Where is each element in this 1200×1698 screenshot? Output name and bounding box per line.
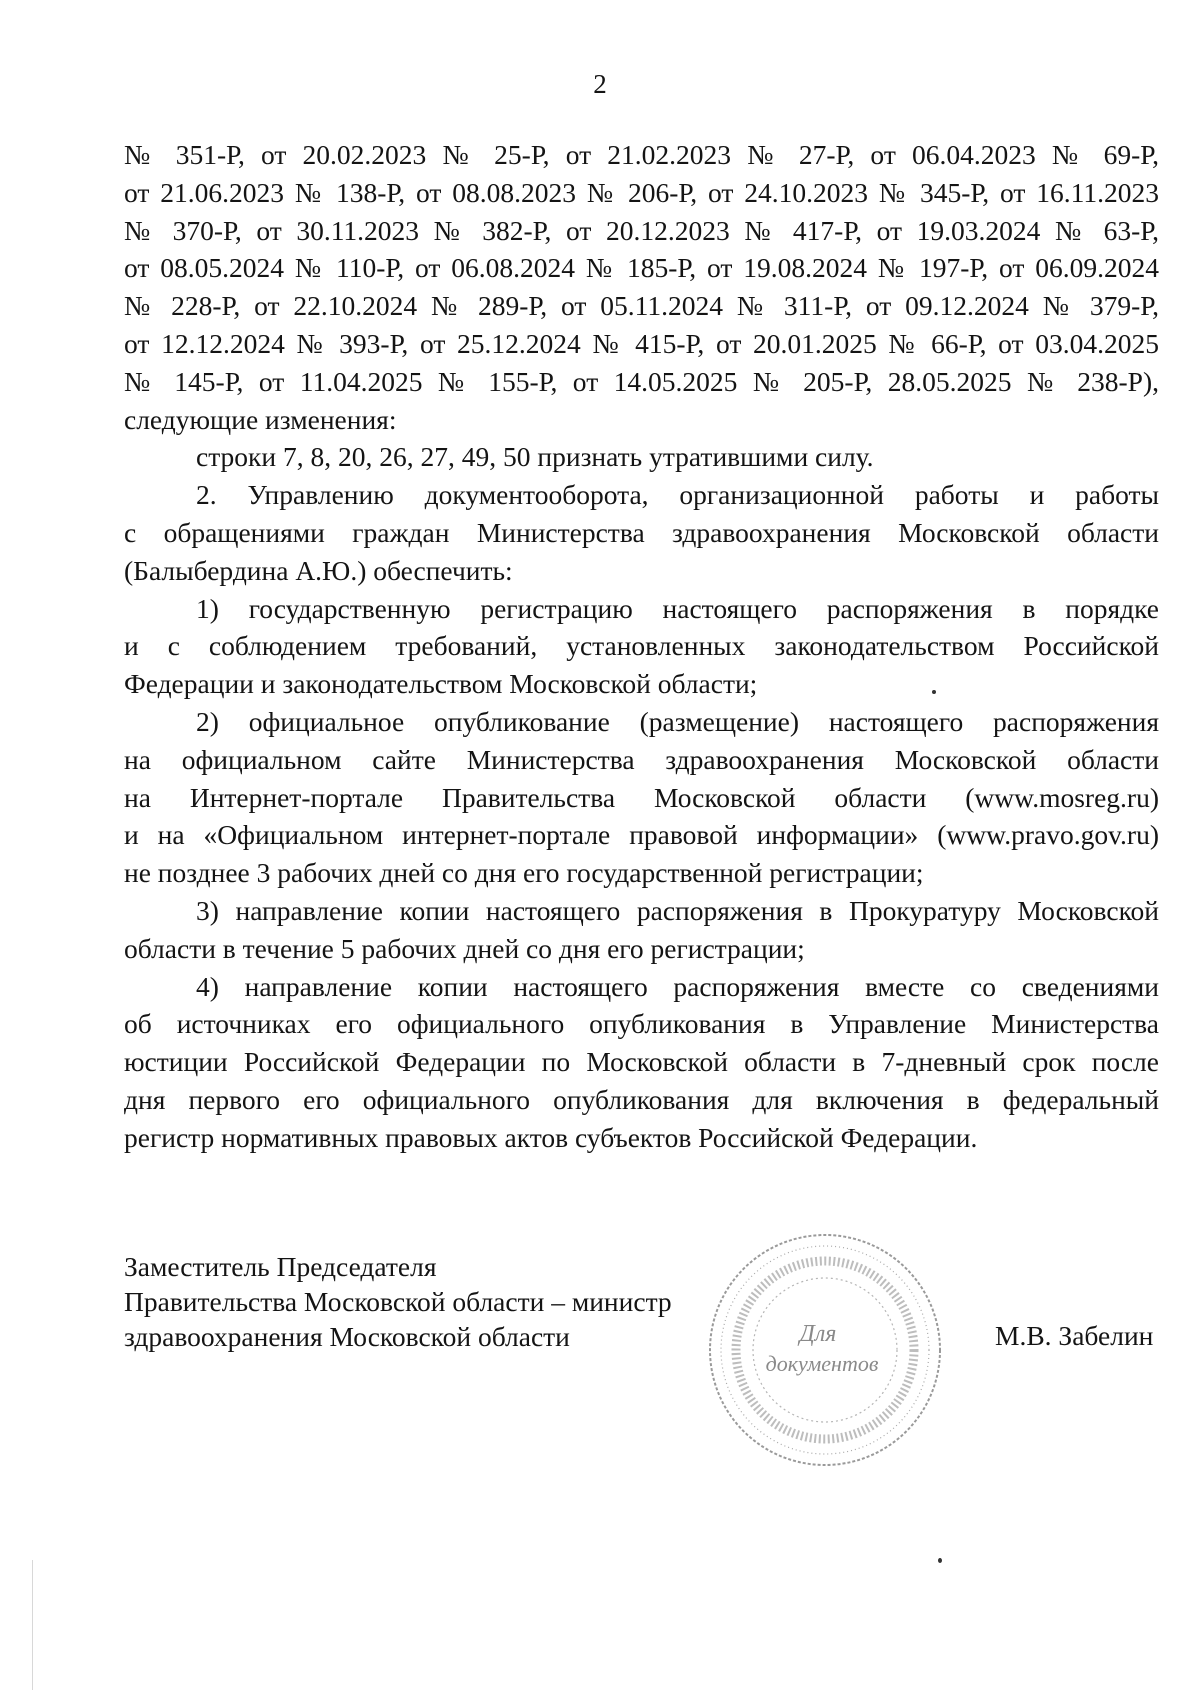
body-line: и с соблюдением требований, установленных законодательством Российской: [124, 630, 1159, 662]
body-line: от 12.12.2024 № 393-Р, от 25.12.2024 № 415-Р, от 20.01.2025 № 66-Р, от 03.04.2025: [124, 327, 1159, 359]
seal-lettering-band: [736, 1261, 914, 1439]
body-line: дня первого его официального опубликования для включения в федеральный: [124, 1083, 1159, 1115]
body-line: № 228-Р, от 22.10.2024 № 289-Р, от 05.11.2024 № 311-Р, от 09.12.2024 № 379-Р,: [124, 290, 1159, 322]
body-line: от 08.05.2024 № 110-Р, от 06.08.2024 № 185-Р, от 19.08.2024 № 197-Р, от 06.09.2024: [124, 252, 1159, 284]
signatory-title-line: Заместитель Председателя: [124, 1251, 437, 1282]
body-line: с обращениями граждан Министерства здравоохранения Московской области: [124, 516, 1159, 548]
body-line: на Интернет-портале Правительства Московской области (www.mosreg.ru): [124, 781, 1159, 813]
paragraph-1-line: строки 7, 8, 20, 26, 27, 49, 50 признать утратившими силу.: [196, 441, 874, 473]
document-body: [124, 136, 1159, 1157]
seal-middle-ring: [721, 1246, 929, 1454]
body-line: об источниках его официального опубликования в Управление Министерства: [124, 1008, 1159, 1040]
signatory-title: [124, 1249, 672, 1354]
official-seal: [700, 1225, 950, 1475]
body-line: области в течение 5 рабочих дней со дня его регистрации;: [124, 932, 805, 964]
body-line: юстиции Российской Федерации по Московской области в 7-дневный срок после: [124, 1046, 1159, 1078]
body-line: и на «Официальном интернет-портале правовой информации» (www.pravo.gov.ru): [124, 819, 1159, 851]
seal-center-text-2: документов: [765, 1351, 879, 1376]
subitem-3: 3) направление копии настоящего распоряжения в Прокуратуру Московской: [196, 894, 1159, 926]
scan-speck: [932, 690, 936, 694]
seal-inner-ring: [753, 1278, 897, 1422]
subitem-2: 2) официальное опубликование (размещение) настоящего распоряжения: [196, 705, 1159, 737]
paragraph-2-heading: 2. Управлению документооборота, организационной работы и работы: [196, 479, 1159, 511]
subitem-4: 4) направление копии настоящего распоряжения вместе со сведениями: [196, 970, 1159, 1002]
signatory-title-line: Правительства Московской области – министр: [124, 1286, 672, 1317]
body-line: регистр нормативных правовых актов субъектов Российской Федерации.: [124, 1121, 978, 1153]
scan-speck: [938, 1558, 942, 1563]
page-number: 2: [593, 69, 607, 99]
signatory-name: М.В. Забелин: [995, 1320, 1154, 1351]
scan-edge-artifact: [32, 1560, 33, 1690]
signatory-title-line: здравоохранения Московской области: [124, 1321, 570, 1352]
body-line: (Балыбердина А.Ю.) обеспечить:: [124, 554, 513, 586]
subitem-1: 1) государственную регистрацию настоящего распоряжения в порядке: [196, 592, 1159, 624]
body-line: на официальном сайте Министерства здравоохранения Московской области: [124, 743, 1159, 775]
seal-center-text-1: Для: [799, 1321, 837, 1347]
body-line: № 370-Р, от 30.11.2023 № 382-Р, от 20.12.2023 № 417-Р, от 19.03.2024 № 63-Р,: [124, 214, 1159, 246]
body-line: Федерации и законодательством Московской области;: [124, 668, 758, 700]
body-line: не позднее 3 рабочих дней со дня его государственной регистрации;: [124, 857, 924, 889]
body-line: от 21.06.2023 № 138-Р, от 08.08.2023 № 206-Р, от 24.10.2023 № 345-Р, от 16.11.2023: [124, 176, 1159, 208]
body-line: № 351-Р, от 20.02.2023 № 25-Р, от 21.02.2023 № 27-Р, от 06.04.2023 № 69-Р,: [124, 139, 1159, 170]
body-line: следующие изменения:: [124, 403, 397, 435]
body-line: № 145-Р, от 11.04.2025 № 155-Р, от 14.05.2025 № 205-Р, 28.05.2025 № 238-Р),: [124, 365, 1159, 397]
seal-outer-ring: [710, 1235, 940, 1465]
